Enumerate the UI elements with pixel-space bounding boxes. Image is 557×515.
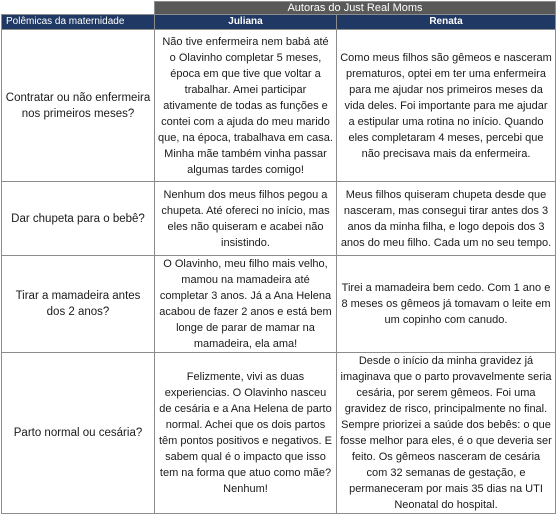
juliana-answer-cell: Não tive enfermeira nem babá até o Olavinho completar 5 meses, época em que tive que voltar a trabalhar. Amei participar ativamente de todas as funções e contei com a ajuda do meu marido que, na época, trabalhava em casa. Minha mãe também vinha passar algumas tardes comigo! xyxy=(155,30,337,182)
topic-cell: Parto normal ou cesária? xyxy=(2,353,155,514)
empty-corner-cell xyxy=(2,2,155,15)
juliana-answer-cell: O Olavinho, meu filho mais velho, mamou na mamadeira até completar 3 anos. Já a Ana Helena acabou de fazer 2 anos e está bem longe de parar de mamar na mamadeira, ela ama! xyxy=(155,256,337,353)
topic-cell: Contratar ou não enfermeira nos primeiros meses? xyxy=(2,30,155,182)
renata-answer-cell: Meus filhos quiseram chupeta desde que nasceram, mas consegui tirar antes dos 3 anos da minha filha, e logo depois dos 3 anos do meu filho. Cada um no seu tempo. xyxy=(337,182,556,256)
juliana-answer-cell: Nenhum dos meus filhos pegou a chupeta. Até ofereci no início, mas eles não quiseram e acabei não insistindo. xyxy=(155,182,337,256)
topic-cell: Tirar a mamadeira antes dos 2 anos? xyxy=(2,256,155,353)
renata-answer-cell: Desde o início da minha gravidez já imaginava que o parto provavelmente seria cesária, por serem gêmeos. Foi uma gravidez de risco, principalmente no final. Sempre priorizei a saúde dos bebês: o que fosse melhor para eles, é o que deveria ser feito. Os gêmeos nasceram de cesária com 32 semanas de gestação, e permaneceram por mais 35 dias na UTI Neonatal do hospital. xyxy=(337,353,556,514)
authors-group-title: Autoras do Just Real Moms xyxy=(155,2,556,15)
table-row xyxy=(2,256,556,353)
table-row xyxy=(2,353,556,514)
topic-column-header: Polêmicas da maternidade xyxy=(2,15,155,30)
table-row xyxy=(2,30,556,182)
juliana-answer-cell: Felizmente, vivi as duas experiencias. O Olavinho nasceu de cesária e a Ana Helena de parto normal. Achei que os dois partos têm pontos positivos e negativos. E sabem qual é o impacto que isso tem na forma que atuo como mãe? Nenhum! xyxy=(155,353,337,514)
renata-column-header: Renata xyxy=(337,15,556,30)
group-header-row xyxy=(2,2,556,15)
renata-answer-cell: Como meus filhos são gêmeos e nasceram prematuros, optei em ter uma enfermeira para me ajudar nos primeiros meses da vida deles. Foi importante para me ajudar a estipular uma rotina no início. Quando eles completaram 4 meses, percebi que não precisava mais da enfermeira. xyxy=(337,30,556,182)
column-header-row xyxy=(2,15,556,30)
comparison-table xyxy=(1,1,556,514)
renata-answer-cell: Tirei a mamadeira bem cedo. Com 1 ano e 8 meses os gêmeos já tomavam o leite em um copinho com canudo. xyxy=(337,256,556,353)
table-row xyxy=(2,182,556,256)
topic-cell: Dar chupeta para o bebê? xyxy=(2,182,155,256)
juliana-column-header: Juliana xyxy=(155,15,337,30)
